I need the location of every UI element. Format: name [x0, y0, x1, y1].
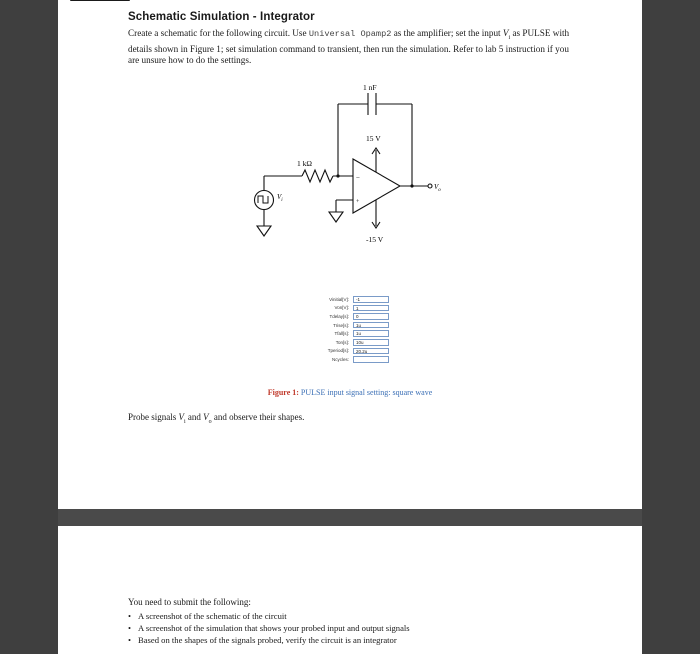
output-label-v: V	[434, 183, 439, 191]
submission-intro: You need to submit the following:	[128, 597, 251, 607]
probe-v2-sub: o	[208, 418, 212, 425]
pulse-label: Tdelay[s]:	[329, 313, 349, 319]
instructions-text-3: as PULSE with details shown in Figure 1; set simulation command to transient, then run the simulation. Refer to lab 5 instruction if you are unsure how to do the settings.	[128, 28, 570, 65]
output-label	[434, 183, 441, 193]
input-var: V	[502, 28, 509, 38]
vneg-label: -15 V	[366, 235, 384, 244]
instructions-text-2: as the amplifier; set the input	[391, 28, 503, 38]
source-label	[277, 193, 283, 203]
pulse-value-field[interactable]: 1	[353, 305, 389, 312]
opamp-plus-sign: +	[356, 199, 360, 205]
section-title: Schematic Simulation - Integrator	[128, 11, 315, 23]
list-item: • A screenshot of the schematic of the circuit	[118, 610, 410, 622]
vpos-label: 15 V	[366, 134, 381, 143]
probe-v1: V	[178, 412, 184, 422]
opamp-code: Universal Opamp2	[308, 29, 392, 39]
pulse-value-field[interactable]: 10u	[353, 339, 389, 346]
pulse-label: Tperiod[s]:	[327, 348, 349, 354]
pulse-label: Vinitial[V]:	[329, 296, 349, 302]
figure-label: Figure 1:	[267, 388, 299, 397]
figure-caption-text: PULSE input signal setting: square wave	[298, 388, 433, 397]
figure-caption	[128, 388, 572, 397]
pulse-row	[311, 347, 389, 356]
pulse-value-field[interactable]: -1	[353, 296, 389, 303]
probe-text-1: Probe signals	[128, 412, 179, 422]
pulse-settings-table	[311, 295, 389, 364]
pulse-value-field[interactable]	[353, 356, 389, 363]
list-item: • A screenshot of the simulation that shows your probed input and output signals	[118, 622, 410, 634]
capacitor-label: 1 nF	[363, 83, 377, 92]
source-label-sub: i	[281, 198, 283, 203]
pulse-row	[311, 321, 389, 330]
pulse-value-field[interactable]: 1u	[353, 322, 389, 329]
probe-text-3: and observe their shapes.	[211, 412, 305, 422]
pulse-value-field[interactable]: 20.2u	[353, 348, 389, 355]
pulse-value-field[interactable]: 0	[353, 313, 389, 320]
instructions-paragraph	[128, 28, 580, 66]
cropped-previous-heading	[70, 0, 160, 4]
pulse-row	[311, 355, 389, 364]
pulse-label: Von[V]:	[334, 305, 349, 311]
pulse-row	[311, 338, 389, 347]
pulse-value-field[interactable]: 1u	[353, 330, 389, 337]
pulse-label: Tfall[s]:	[334, 331, 349, 337]
pulse-row	[311, 329, 389, 338]
list-item: • Based on the shapes of the signals probed, verify the circuit is an integrator	[118, 634, 410, 646]
probe-text-2: and	[185, 412, 204, 422]
resistor-label: 1 kΩ	[297, 159, 312, 168]
pulse-label: Ncycles:	[331, 356, 349, 362]
output-label-sub: o	[438, 188, 441, 193]
opamp-minus-sign: −	[356, 174, 360, 182]
pulse-label: Ton[s]:	[335, 339, 349, 345]
input-var-sub: i	[508, 34, 511, 41]
instructions-text-1: Create a schematic for the following circuit. Use	[128, 28, 309, 38]
probe-v1-sub: i	[184, 418, 186, 425]
page-gap	[58, 509, 642, 526]
probe-v2: V	[203, 412, 209, 422]
source-label-v: V	[277, 193, 282, 201]
pulse-row	[311, 312, 389, 321]
submission-list	[118, 610, 410, 646]
pulse-row	[311, 304, 389, 313]
probe-paragraph	[128, 412, 304, 425]
pulse-label: Trise[s]:	[333, 322, 349, 328]
pulse-row	[311, 295, 389, 304]
